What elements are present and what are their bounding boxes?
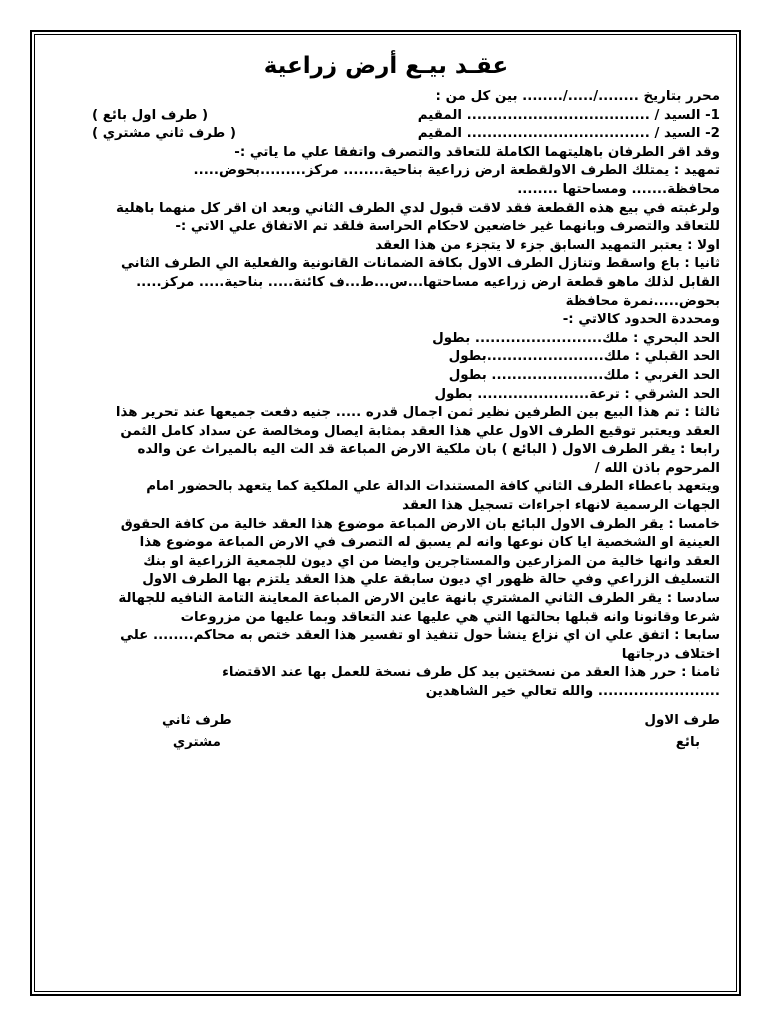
signature-second-title: طرف ثاني bbox=[162, 712, 232, 728]
body-line: ........................ والله تعالي خير الشاهدين bbox=[425, 684, 720, 699]
body-line: القابل لذلك ماهو قطعة ارض زراعيه مساحتها...س...ط...ف كائنة..... بناحية..... مركز..... bbox=[136, 274, 720, 290]
body-line: اولا : يعتبر التمهيد السابق جزء لا يتجزء من هذا العقد bbox=[375, 237, 720, 253]
contract-intro: محرر بتاريخ ......../...../........ بين كل من : bbox=[435, 89, 720, 104]
body-line: رابعا : يقر الطرف الاول ( البائع ) بان ملكية الارض المباعة قد الت اليه بالميراث عن والده bbox=[137, 442, 720, 458]
body-line: خامسا : يقر الطرف الاول البائع بان الارض المباعة موضوع هذا العقد خالية من كافة الحقوق bbox=[120, 516, 720, 532]
body-line: تمهيد : يمتلك الطرف الاولقطعة ارض زراعية بناحية........ مركز.........بحوض..... bbox=[193, 163, 720, 179]
boundary-line: الحد الغربي : ملك...................... بطول bbox=[448, 367, 720, 383]
party-second bbox=[52, 125, 720, 144]
body-line: سادسا : يقر الطرف الثاني المشتري بانهة عاين الارض المباعة المعاينة التامة النافيه للجهالة bbox=[118, 591, 720, 607]
party-second-role: ( طرف ثاني مشتري ) bbox=[92, 126, 237, 142]
party-second-line: 2- السيد / .................................... المقيم bbox=[417, 126, 720, 142]
contract-title: عقـد بيـع أرض زراعية bbox=[263, 53, 509, 79]
body-line: سابعا : اتفق علي ان اي نزاع ينشأ حول تنفيذ او تفسير هذا العقد ختص به محاكم........ علي bbox=[120, 628, 720, 644]
signature-first-role: بائع bbox=[675, 735, 700, 751]
signature-second-role: مشتري bbox=[172, 735, 221, 751]
party-first-line: 1- السيد / .................................... المقيم bbox=[417, 107, 720, 123]
body-line: شرعا وقانونا وانه قبلها بحالتها التي هي عليها عند التعاقد وبما عليها من مزروعات bbox=[180, 609, 720, 625]
body-line: المرحوم باذن الله / bbox=[594, 460, 720, 476]
body-line: الجهات الرسمية لانهاء اجراءات تسجيل هذا العقد bbox=[402, 498, 720, 514]
signature-first-party bbox=[644, 712, 720, 753]
body-line: محافظة....... ومساحتها ........ bbox=[517, 181, 720, 197]
body-line: ثامنا : حرر هذا العقد من نسختين بيد كل طرف نسخة للعمل بها عند الاقتضاء bbox=[222, 665, 720, 681]
signature-block bbox=[52, 712, 720, 753]
body-line: اختلاف درجاتها bbox=[621, 646, 720, 662]
body-line: للتعاقد والتصرف وبانهما غير خاضعين لاحكام الحراسة فلقد تم الاتفاق علي الاتي :- bbox=[175, 219, 720, 235]
body-line: التسليف الزراعي وفي حالة ظهور اي ديون سابقة علي هذا العقد يلتزم بها الطرف الاول bbox=[142, 572, 720, 588]
boundary-line: الحد القبلي : ملك.......................بطول bbox=[448, 349, 720, 365]
signature-first-title: طرف الاول bbox=[644, 712, 720, 728]
signature-second-party bbox=[162, 712, 232, 753]
boundary-line: الحد الشرقي : ترعة...................... بطول bbox=[434, 386, 720, 402]
body-line: العقد ويعتبر توقيع الطرف الاول علي هذا العقد بمثابة ايصال ومخالصة عن سداد كامل الثمن bbox=[120, 423, 720, 439]
body-line: وقد اقر الطرفان باهليتهما الكاملة للتعاقد والتصرف واتفقا علي ما ياتي :- bbox=[234, 144, 720, 160]
party-first bbox=[52, 107, 720, 126]
body-line: ومحددة الحدود كالاتي :- bbox=[562, 312, 720, 328]
contract-document bbox=[52, 48, 720, 753]
body-line: بحوض.....نمرة محافظة bbox=[565, 293, 720, 309]
body-line: ثالثا : تم هذا البيع بين الطرفين نظير ثمن اجمال قدره ..... جنيه دفعت جميعها عند تحرير هذا bbox=[115, 405, 720, 421]
body-line: العقد وانها خالية من المزارعين والمستاجرين وايضا من اي ديون للجمعية الزراعية او بنك bbox=[143, 553, 720, 569]
party-first-role: ( طرف اول بائع ) bbox=[92, 107, 209, 123]
body-line: ويتعهد باعطاء الطرف الثاني كافة المستندات الدالة علي الملكية كما يتعهد بالحضور امام bbox=[146, 479, 720, 495]
contract-body bbox=[52, 144, 720, 702]
boundary-line: الحد البحري : ملك......................... بطول bbox=[432, 330, 720, 346]
body-line: ولرغبته في بيع هذه القطعة فقد لاقت قبول لدي الطرف الثاني وبعد ان اقر كل منهما باهلية bbox=[116, 200, 720, 216]
body-line: العينية او الشخصية ايا كان نوعها وانه لم يسبق له التصرف في الارض المباعة موضوع هذا bbox=[139, 535, 720, 551]
body-line: ثانيا : باع واسقط وتنازل الطرف الاول بكافة الضمانات القانونية والفعلية الي الطرف الثاني bbox=[121, 256, 720, 272]
